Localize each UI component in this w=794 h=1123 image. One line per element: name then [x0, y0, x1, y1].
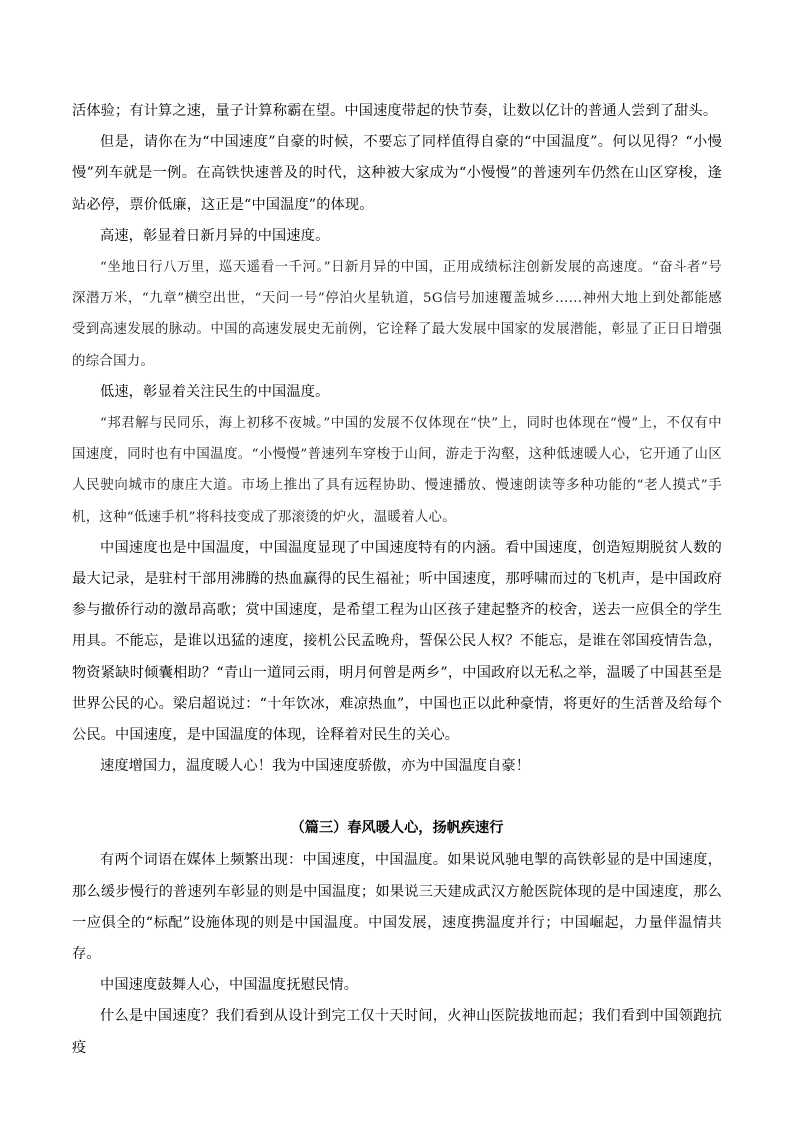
paragraph-what-is-speed: 什么是中国速度？我们看到从设计到完工仅十天时间，火神山医院拔地而起；我们看到中国领跑抗疫: [72, 1008, 722, 1056]
paragraph-high-speed-quote: “坐地日行八万里，巡天遥看一千河。”日新月异的中国，正用成绩标注创新发展的高速度。“奋斗者”号深潜万米，“九章”横空出世，“天问一号”停泊火星轨道，5G信号加速覆盖城乡……神州大地上到处都能感受到高速发展的脉动。中国的高速发展史无前例，它诠释了最大发展中国家的发展潜能，彰显了正日日增强的综合国力。: [72, 260, 722, 369]
paragraph-two-terms: 有两个词语在媒体上频繁出现：中国速度，中国温度。如果说风驰电掣的高铁彰显的是中国速度，那么缓步慢行的普速列车彰显的则是中国温度；如果说三天建成武汉方舱医院体现的是中国速度，那么一应俱全的“标配”设施体现的则是中国温度。中国发展，速度携温度并行；中国崛起，力量伴温情共存。: [72, 852, 722, 963]
paragraph-low-speed-heading: 低速，彰显着关注民生的中国温度。: [100, 383, 330, 400]
paragraph-continuation: 活体验；有计算之速，量子计算称霸在望。中国速度带起的快节奏，让数以亿计的普通人尝到了甜头。: [72, 103, 718, 119]
paragraph-low-speed-quote: “邦君解与民同乐，海上初移不夜城。”中国的发展不仅体现在“快”上，同时也体现在“慢”上，不仅有中国速度，同时也有中国温度。“小慢慢”普速列车穿梭于山间，游走于沟壑，这种低速暖人心，它开通了山区人民驶向城市的康庄大道。市场上推出了具有远程协助、慢速播放、慢速朗读等多种功能的“老人摸式”手机，这种“低速手机”将科技变成了那滚烫的炉火，温暖着人心。: [72, 416, 722, 525]
paragraph-high-speed-heading: 高速，彰显着日新月异的中国速度。: [100, 227, 330, 244]
paragraph-conclusion: 速度增国力，温度暖人心！我为中国速度骄傲，亦为中国温度自豪！: [100, 758, 531, 775]
paragraph-china-temperature: 但是，请你在为“中国速度”自豪的时候，不要忘了同样值得自豪的“中国温度”。何以见得？“小慢慢”列车就是一例。在高铁快速普及的时代，这种被大家成为“小慢慢”的普速列车仍然在山区穿梭，逢站必停，票价低廉，这正是“中国温度”的体现。: [72, 134, 722, 213]
paragraph-speed-is-temperature: 中国速度也是中国温度，中国温度显现了中国速度特有的内涵。看中国速度，创造短期脱贫人数的最大记录，是驻村干部用沸腾的热血赢得的民生福祉；听中国速度，那呼啸而过的飞机声，是中国政府参与撤侨行动的激昂高歌；赏中国速度，是希望工程为山区孩子建起整齐的校舍，送去一应俱全的学生用具。不能忘，是谁以迅猛的速度，接机公民孟晚舟，誓保公民人权？不能忘，是谁在邻国疫情告急，物资紧缺时倾囊相助？“青山一道同云雨，明月何曾是两乡”，中国政府以无私之举，温暖了中国甚至是世界公民的心。梁启超说过：“十年饮冰，难凉热血”，中国也正以此种豪情，将更好的生活普及给每个公民。中国速度，是中国温度的体现，诠释着对民生的关心。: [72, 539, 722, 744]
paragraph-inspire: 中国速度鼓舞人心，中国温度抚慰民情。: [100, 977, 359, 994]
section-heading: （篇三）春风暖人心，扬帆疾速行: [290, 820, 504, 837]
document-page: [72, 96, 722, 1064]
